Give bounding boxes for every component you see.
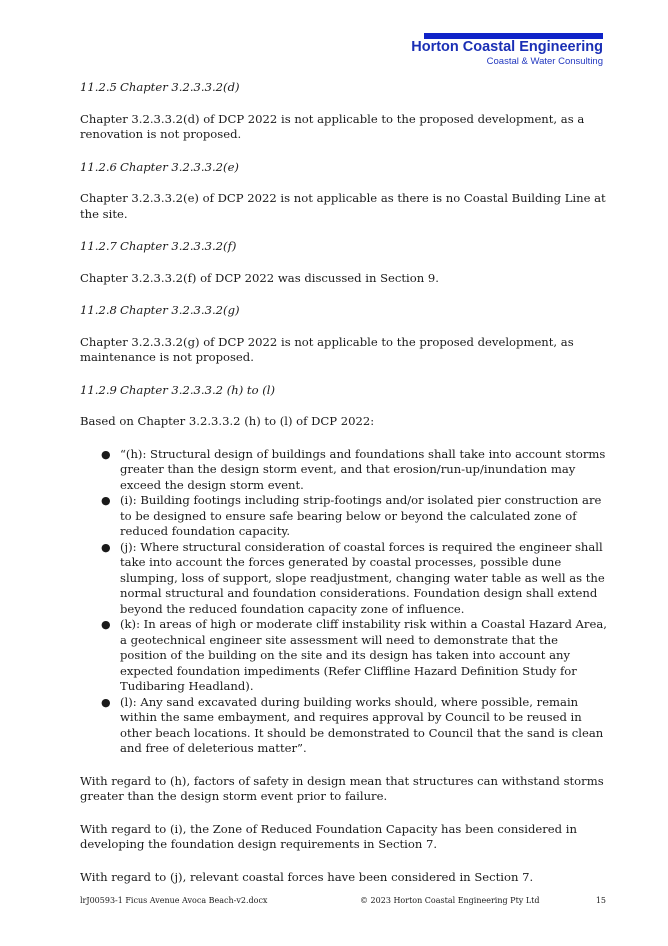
company-name: Horton Coastal Engineering (411, 39, 603, 55)
section-title: Chapter 3.2.3.3.2 (h) to (l) (120, 382, 276, 397)
section-title: Chapter 3.2.3.3.2(e) (120, 159, 239, 174)
section-body: Chapter 3.2.3.3.2(e) of DCP 2022 is not applicable as there is no Coastal Building Line at the site. (80, 191, 606, 221)
list-item (80, 493, 608, 540)
section-body: Chapter 3.2.3.3.2(d) of DCP 2022 is not applicable to the proposed development, as a renovation is not proposed. (80, 111, 585, 141)
section-heading (80, 80, 608, 96)
list-item-text: (j): Where structural consideration of coastal forces is required the engineer shall take into account the forces generated by coastal processes, possible dune slumping, loss of support, slope readjustment, changing water table as well as the normal structural and foundation considerations. Foundation design shall extend beyond the reduced foundation capacity zone of influence. (120, 539, 605, 616)
list-item-text: (k): In areas of high or moderate cliff instability risk within a Coastal Hazard Area, a geotechnical engineer site assessment will need to demonstrate that the position of the building on the site and its design has taken into account any expected foundation impediments (Refer Cliffline Hazard Definition Study for Tudibaring Headland). (120, 617, 607, 693)
section-title: Chapter 3.2.3.3.2(d) (120, 80, 240, 94)
section-heading (80, 303, 608, 319)
section-number: 11.2.7 (80, 239, 117, 253)
bullet-icon: ● (101, 540, 111, 554)
section-heading (80, 239, 608, 255)
section-title: Chapter 3.2.3.3.2(f) (120, 239, 237, 253)
list-item (80, 617, 608, 695)
paragraph: With regard to (j), relevant coastal forces have been considered in Section 7. (80, 869, 534, 884)
list-item (80, 447, 608, 494)
bullet-icon: ● (101, 447, 111, 461)
footer-copyright: © 2023 Horton Coastal Engineering Pty Ltd (360, 896, 540, 905)
section-heading (80, 383, 608, 399)
paragraph: With regard to (h), factors of safety in design mean that structures can withstand storms greater than the design storm event prior to failure. (80, 773, 604, 803)
dcp-clause-list (80, 447, 608, 757)
list-item-text: (l): Any sand excavated during building works should, where possible, remain within the same embayment, and requires approval by Council to be reused in other beach locations. It should be demonstrated to Council that the sand is clean and free of deleterious matter”. (120, 694, 604, 755)
page-content (80, 80, 608, 885)
footer-document-id: lrJ00593-1 Ficus Avenue Avoca Beach-v2.docx (80, 896, 268, 905)
bullet-icon: ● (101, 618, 111, 631)
section-title: Chapter 3.2.3.3.2(g) (120, 303, 240, 317)
section-heading (80, 160, 608, 176)
company-tagline: Coastal & Water Consulting (486, 56, 603, 67)
section-body: Chapter 3.2.3.3.2(g) of DCP 2022 is not applicable to the proposed development, as maintenance is not proposed. (80, 334, 574, 364)
bullet-icon: ● (101, 695, 111, 709)
section-body: Chapter 3.2.3.3.2(f) of DCP 2022 was discussed in Section 9. (80, 270, 439, 285)
list-item-text: (i): Building footings including strip-footings and/or isolated pier construction are to be designed to ensure safe bearing below or beyond the calculated zone of reduced foundation capacity. (120, 493, 602, 538)
section-number: 11.2.8 (80, 303, 117, 317)
paragraph: With regard to (i), the Zone of Reduced Foundation Capacity has been considered in developing the foundation design requirements in Section 7. (80, 821, 577, 851)
section-number: 11.2.6 (80, 159, 117, 174)
list-item-text: “(h): Structural design of buildings and foundations shall take into account storms greater than the design storm event, and that erosion/run-up/inundation may exceed the design storm event. (120, 446, 606, 492)
section-number: 11.2.9 (80, 382, 117, 397)
section-body: Based on Chapter 3.2.3.3.2 (h) to (l) of DCP 2022: (80, 414, 375, 428)
list-item (80, 540, 608, 618)
footer-page-number: 15 (595, 896, 606, 905)
section-number: 11.2.5 (80, 80, 117, 94)
bullet-icon: ● (101, 494, 111, 507)
list-item (80, 695, 608, 757)
